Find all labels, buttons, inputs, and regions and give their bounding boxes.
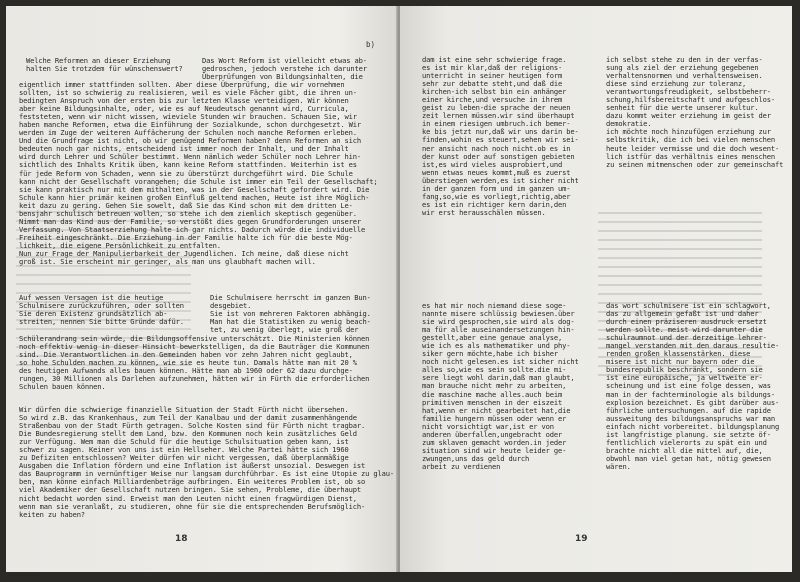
answer-reforms-body: eigentlich immer stattfinden sollten. Aber diese Überprüfung, die wir vornehmen sollten, ist so schwierig zu realisieren, weil es viele Fächer gibt, die ihren un- bedingten Anspruch von der ersten bis zur letzten Klasse verteidigen. Wir können aber keine Bildungsinhalte, oder, wie es auf Neudeutsch genannt wird, Curricula, feststeten, wenn wir nicht wissen, wieviele Stunden wir brauchen. Schauen Sie, wir haben manche Reformen, etwa die Einführung der Sozialkunde, schon durchgesetzt. Wir werden im Zuge der weiteren Auffächerung der Schulen noch manche Reformen erleben. Und die Grundfrage ist nicht, ob wir genügend Reformen haben? denn Reformen an sich bedeuten noch gar nichts, entscheidend ist immer noch der Inhalt, und der Inhalt wird durch Lehrer und Schüler bestimmt. Wenn nämlich weder Schüler noch Lehrer hin- sichtlich des Inhalts Kritik üben, kann keine Reform stattfinden. Weiterhin ist es für jede Reform von Schaden, wenn sie zu überstürzt durchgeführt wird. Die Schule kann nicht der Gesellschaft vorangehen; die Schule ist immer ein Teil der Gesellschaft; sie kann praktisch nur mit dem mithalten, was in der Gesellschaft gefordert wird. Die Schule kann hier primär keinen großen Einfluß geltend machen, Heute ist ihre Möglich- keit dazu zu gering. Gehen Sie sowelt, daß Sie das Kind schon mit dem dritten Le- bensjahr schulisch betreuen wollen, so stehe ich dem ziemlich skeptisch gegenüber. Nimmt man das Kind aus der Familie, so verstößt dies gegen Grundforderungen unserer Verfassung. Von Staatserziehung halte ich gar nichts. Dadurch würde die individuelle Freiheit eingeschränkt. Die Erziehung in der Familie halte ich für die beste Mög- lichkeit, die eigene Persönlichkeit zu entfalten. Nun zur Frage der Manipulierbarkeit der Jugendlichen. Ich meine, daß diese nicht groß ist. Sie erscheint mir geringer, als man uns glaubhaft machen will. <box>19 80 378 267</box>
question-schulmisere: Auf wessen Versagen ist die heutige Schulmisere zurückzuführen, oder sollten Sie deren Existenz grundsätzlich ab- streiten, nennen Sie bitte Gründe dafür. <box>19 293 184 327</box>
answer-misere-schlagwort: das wort schulmisere ist ein schlagwort, das zu allgemein gefaßt ist und daher durch einen präziseren ausdruck ersetzt werden sollte. meist wird darunter die schulraumnot und der derzeitige lehrer- mangel verstanden mit den daraus resultie- renden großen klassenstärken. diese misere ist nicht nur bayern oder die bundesrepublik beschränkt, sondern sie ist eine europäische, ja weltweite er- scheinung und ist eine folge dessen, was man in der fachterminologie als bildungs- explosion bezeichnet. Es gibt darüber aus- führliche untersuchungen. auf die rapide aussweitung des bildungsanspruchs war man einfach nicht vorbereitet. bildungsplanung ist langfristige planung. sie setzte öf- fentlichlich vielerorts zu spät ein und brachte nicht all die mittel auf, die, obwohl man viel getan hat, nötig gewesen wären. <box>606 301 780 471</box>
page-number-right: 19 <box>575 534 588 544</box>
right-page <box>400 6 792 572</box>
answer-religion: dam ist eine sehr schwierige frage. es ist mir klar,daß der religions- unterricht in seiner heutigen form sehr zur debatte steht,und daß die kirchen-ich selbst bin ein anhänger einer kirche,und versuche in ihrem geist zu leben-die sprache der neuen zeit lernen müssen.wir sind überhaupt in einem riesigen umbruch.ich bemer- ke bis jetzt nur,daß wir uns darin be- finden,wohin es steuert,sehen wir sei- ner ansicht nach noch nicht.ob es in der kunst oder auf sonstigen gebieten ist,es wird vieles ausprobiert,und wenn etwas neues kommt,muß es zuerst überstiegen werden,es ist sicher nicht in der ganzen form und im ganzen um- fang,so,wie es vorliegt,richtig,aber es ist ein richtiger kern darin,den wir erst herausschälen müssen. <box>422 55 579 217</box>
corner-mark: b) <box>366 40 376 49</box>
left-page <box>6 6 398 572</box>
answer-schulmisere-body: Schülerandrang sein würde, die Bildungsoffensive unterschätzt. Die Ministerien können noch effektiv wenig in dieser Hinsicht bewerkstelligen, da die Bauträger die Kommunen sind. Die Verantwortlichen in den Gemeinden haben vor zehn Jahren nicht geglaubt, so hohe Schulden machen zu können, wie sie es heute tun. Damals hätte man mit 20 % des heutigen Aufwands alles bauen können. Hätte man ab 1960 oder 62 dazu durchge- rungen, 30 Millionen als Darlehen aufzunehmen, hätten wir in Fürth die erforderlichen Schulen bauen können. <box>19 334 370 392</box>
finance-paragraph: Wir dürfen die schwierige finanzielle Situation der Stadt Fürth nicht übersehen. So wird z.B. das Krankenhaus, zum Teil der Kanalbau und der damit zusammenhängende Straßenbau von der Stadt Fürth getragen. Solche Kosten sind für Fürth nicht tragbar. Die Bundesregierung stellt dem Land, bzw. den Kommunen noch kein zusätzliches Geld zur Verfügung. Wem man die Schuld für die heutige Schulsituation geben kann, ist schwer zu sagen. Keiner von uns ist ein Hellseher. Welche Partei hätte sich 1960 zu Defiziten entschlossen? Weiter dürfen wir nicht vergessen, daß überplanmäßige Ausgaben die Inflation fördern und eine Inflation ist äußerst unsozial. Deswegen ist das Bauprogramm in vernünftiger Weise nur langsam durchführbar. Es ist eine Utopie zu glau- ben, man könne einfach Milliardenbeträge aufbringen. Ein weiteres Problem ist, ob so viel Akademiker der Gesellschaft nutzen bringen. Sie sehen, Probleme, die überhaupt nicht bedacht worden sind. Erweist man den Leuten nicht einen fragwürdigen Dienst, wenn man sie veranlaßt, zu studieren, ohne für sie die entsprechenden Berufsmöglich- keiten zu haben? <box>19 405 394 519</box>
answer-schulmisere-intro: Die Schulmisere herrscht im ganzen Bun- desgebiet. Sie ist von mehreren Faktoren abhängig. Man hat die Statistiken zu wenig beach- tet, zu wenig überlegt, wie groß der <box>210 293 371 335</box>
question-reforms: Welche Reformen an dieser Erziehung halten Sie trotzdem für wünschenswert? <box>26 56 183 74</box>
answer-misere-mathematiker: es hat mir noch niemand diese soge- nannte misere schlüssig bewiesen.über sie wird gesprochen,sie wird als dog- ma für alle auseinandersetzungen hin- gestellt,aber eine genaue analyse, wie ich es als mathematiker und phy- siker gern möchte,habe ich bisher noch nicht gelesen.es ist sicher nicht alles so,wie es sein sollte.die mi- sere liegt wohl darin,daß man glaubt, man brauche nicht mehr zu arbeiten, die maschine mache alles.auch beim primitiven menschen in der eiszeit hat,wenn er nicht gearbeitet hat,die familie hungern müssen oder wenn er nicht vorsichtigt war,ist er von anderen überfallen,ungebracht oder zum sklaven gemacht worden.in jeder situation sind wir heute leider ge- zwungen,uns das geld durch arbeit zu verdienen <box>422 301 579 471</box>
answer-erziehungsziele: ich selbst stehe zu den in der verfas- sung als ziel der erziehung gegebenen verhaltensnormen und verhaltensweisen. diese sind erziehung zur toleranz, verantwortungsfreudigkeit, selbstbeherr- schung,hilfsbereitschaft und aufgeschlos- senheit für die werte unserer kultur. dazu kommt weiter erziehung im geist der demokratie. ich möchte noch hinzufügen erziehung zur selbstkritik, die ich bei vielen menschen heute leider vermisse und die doch wesent- lich istfür das verhältnis eines menschen zu seinen mitmenschen oder zur gemeinschaft <box>606 55 784 169</box>
answer-reforms-intro: Das Wort Reform ist vielleicht etwas ab- gedroschen, jedoch verstehe ich darunter Überprüfungen von Bildungsinhalten, die <box>202 56 367 82</box>
page-number-left: 18 <box>175 534 188 544</box>
